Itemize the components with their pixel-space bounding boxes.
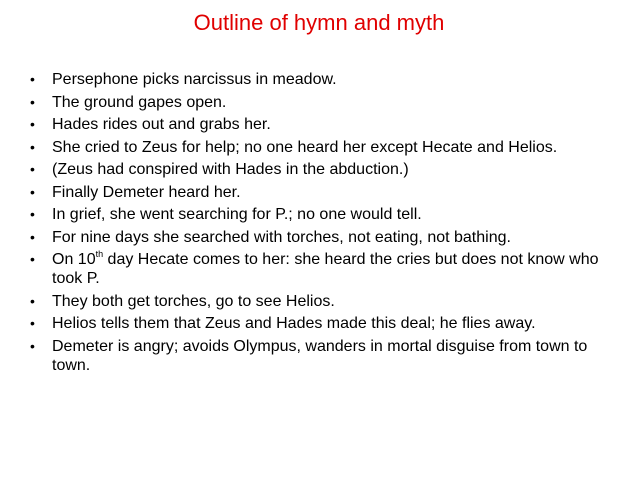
bullet-icon: • <box>30 228 35 245</box>
bullet-text: Finally Demeter heard her. <box>52 183 241 201</box>
bullet-icon: • <box>30 116 35 132</box>
bullet-icon: • <box>30 337 35 354</box>
bullet-item <box>28 292 628 311</box>
slide-title: Outline of hymn and myth <box>193 10 445 35</box>
bullet-text: She cried to Zeus for help; no one heard her except Hecate and Helios. <box>52 138 558 156</box>
bullet-item <box>28 115 628 134</box>
bullet-text: In grief, she went searching for P.; no one would tell. <box>52 206 422 223</box>
bullet-icon: • <box>30 251 35 267</box>
bullet-item <box>28 205 628 224</box>
bullet-icon: • <box>30 315 35 331</box>
bullet-icon: • <box>30 292 35 309</box>
bullet-text <box>52 248 599 287</box>
bullet-icon: • <box>30 138 35 155</box>
bullet-text: Demeter is angry; avoids Olympus, wanders in mortal disguise from town to town. <box>52 337 588 374</box>
bullet-icon: • <box>30 71 35 87</box>
bullet-item <box>28 138 628 157</box>
bullet-text: (Zeus had conspired with Hades in the abduction.) <box>52 161 409 178</box>
bullet-item <box>28 228 628 247</box>
bullet-item <box>28 70 628 89</box>
bullet-text: For nine days she searched with torches, not eating, not bathing. <box>52 228 511 246</box>
bullet-text-part: day Hecate comes to her: she heard the cries but does not know who took P. <box>52 251 599 287</box>
bullet-icon: • <box>30 183 35 200</box>
ordinal-suffix: th <box>95 248 104 259</box>
bullet-item <box>28 183 628 202</box>
bullet-item <box>28 160 628 179</box>
bullet-item <box>28 314 628 333</box>
bullet-text: They both get torches, go to see Helios. <box>52 292 335 310</box>
bullet-item <box>28 93 628 112</box>
bullet-item <box>28 337 628 375</box>
bullet-text: Helios tells them that Zeus and Hades made this deal; he flies away. <box>52 315 536 332</box>
bullet-icon: • <box>30 161 35 177</box>
bullet-text: The ground gapes open. <box>52 93 227 111</box>
bullet-item <box>28 250 628 288</box>
bullet-icon: • <box>30 206 35 222</box>
bullet-text: Persephone picks narcissus in meadow. <box>52 71 337 88</box>
bullet-icon: • <box>30 93 35 110</box>
bullet-text: Hades rides out and grabs her. <box>52 116 271 133</box>
bullet-list <box>28 70 628 378</box>
bullet-text-part: On 10 <box>52 251 96 268</box>
